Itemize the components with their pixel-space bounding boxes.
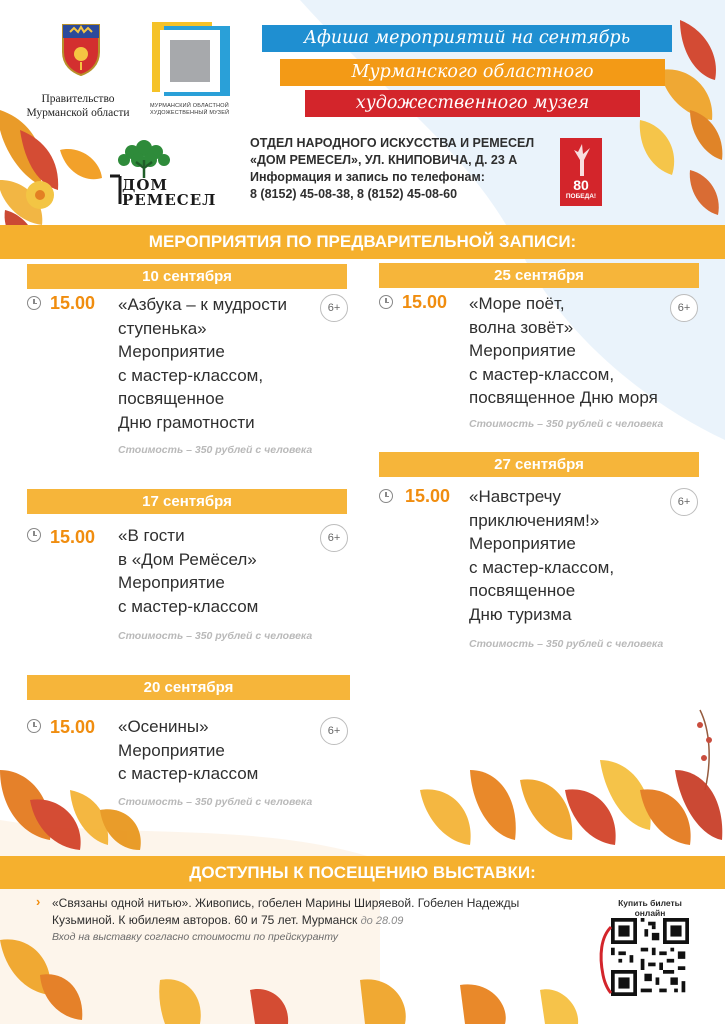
exhibitions-section-title: ДОСТУПНЫ К ПОСЕЩЕНИЮ ВЫСТАВКИ:	[0, 856, 725, 889]
qr-bracket-icon	[597, 925, 613, 995]
event-price: Стоимость – 350 рублей с человека	[469, 638, 664, 650]
museum-name-line1: МУРМАНСКИЙ ОБЛАСТНОЙ	[150, 103, 229, 109]
event-line: с мастер-классом,	[469, 557, 615, 577]
event-time: 15.00	[405, 486, 451, 506]
event-price: Стоимость – 350 рублей с человека	[118, 796, 313, 808]
dom-remesel-frame-icon	[108, 174, 122, 206]
event-line: Дню грамотности	[118, 412, 255, 432]
exhibition-description	[52, 895, 592, 930]
event-line: «Навстречу	[469, 487, 562, 506]
event-line: с мастер-классом	[118, 764, 259, 783]
event-time: 15.00	[50, 527, 96, 547]
clock-icon	[27, 719, 41, 733]
victory-80-logo	[560, 138, 602, 206]
event-line: «Осенины»	[118, 717, 209, 736]
exhibition-line1: «Связаны одной нитью». Живопись, гобелен Марины Ширяевой. Гобелен Надежды	[52, 896, 520, 910]
event-line: Мероприятие	[118, 573, 225, 592]
buy-tickets-line1: Купить билеты	[618, 898, 682, 908]
age-rating-badge: 6+	[320, 524, 348, 552]
event-line: Мероприятие	[469, 341, 576, 360]
event-line: «Море поёт,	[469, 294, 565, 313]
event-price: Стоимость – 350 рублей с человека	[469, 418, 664, 430]
event-price: Стоимость – 350 рублей с человека	[118, 444, 313, 456]
event-date-20: 20 сентября	[27, 675, 350, 700]
event-time: 15.00	[402, 292, 448, 312]
event-time: 15.00	[50, 717, 96, 737]
event-line: посвященное Дню моря	[469, 388, 658, 407]
government-name-line1: Правительство	[41, 93, 115, 105]
event-description	[118, 715, 258, 786]
event-line: Мероприятие	[469, 534, 576, 553]
qr-code[interactable]	[611, 918, 689, 996]
event-line: с мастер-классом,	[118, 365, 264, 385]
museum-logo	[150, 20, 236, 100]
event-line: Мероприятие	[118, 740, 225, 760]
exhibition-note: Вход на выставку согласно стоимости по прейскуранту	[52, 931, 338, 943]
dom-remesel-tree-icon	[112, 138, 176, 178]
clock-icon	[379, 295, 393, 309]
dept-phones: 8 (8152) 45-08-38, 8 (8152) 45-08-60	[250, 187, 458, 201]
exhibition-line2-text: Кузьминой. К юбилеям авторов. 60 и 75 лет. Мурманск	[52, 913, 358, 927]
event-line: «Азбука – к мудрости	[118, 295, 288, 314]
victory-monument-icon	[568, 142, 594, 176]
dom-word: ДОМ	[122, 176, 169, 194]
government-name	[18, 92, 138, 120]
clock-icon	[27, 528, 41, 542]
event-line: приключениям!»	[469, 510, 600, 530]
museum-name-line2: ХУДОЖЕСТВЕННЫЙ МУЗЕЙ	[150, 110, 230, 116]
event-line: с мастер-классом,	[469, 364, 615, 384]
government-name-line2: Мурманской области	[26, 107, 130, 119]
event-line: посвященное	[118, 389, 225, 408]
museum-name	[150, 103, 245, 117]
dept-line2: «ДОМ РЕМЕСЕЛ», УЛ. КНИПОВИЧА, Д. 23 А	[250, 153, 518, 167]
region-emblem	[60, 22, 102, 77]
age-rating-badge: 6+	[320, 294, 348, 322]
title-ribbon-2: Мурманского областного	[280, 59, 665, 86]
dom-remesel-wordmark	[112, 176, 217, 209]
event-line: посвященное	[469, 581, 576, 600]
event-line: Мероприятие	[118, 342, 225, 361]
event-price: Стоимость – 350 рублей с человека	[118, 630, 313, 642]
event-description	[469, 292, 658, 410]
remesel-word: РЕМЕСЕЛ	[122, 191, 217, 209]
events-section-title: МЕРОПРИЯТИЯ ПО ПРЕДВАРИТЕЛЬНОЙ ЗАПИСИ:	[0, 225, 725, 259]
exhibition-until: до 28.09	[360, 915, 404, 927]
buy-tickets-label[interactable]	[604, 898, 696, 918]
department-info	[250, 135, 534, 203]
event-date-17: 17 сентября	[27, 489, 347, 514]
event-description	[118, 524, 258, 618]
event-line: с мастер-классом	[118, 596, 259, 616]
buy-tickets-line2: онлайн	[634, 908, 666, 918]
age-rating-badge: 6+	[670, 294, 698, 322]
clock-icon	[379, 489, 393, 503]
event-description	[469, 485, 614, 626]
age-rating-badge: 6+	[320, 717, 348, 745]
event-date-10: 10 сентября	[27, 264, 347, 289]
victory-word: ПОБЕДА!	[565, 193, 597, 200]
dept-line1: ОТДЕЛ НАРОДНОГО ИСКУССТВА И РЕМЕСЕЛ	[250, 136, 535, 150]
event-line: волна зовёт»	[469, 317, 574, 337]
title-ribbon-3: художественного музея	[305, 90, 640, 117]
event-description	[118, 293, 287, 434]
age-rating-badge: 6+	[670, 488, 698, 516]
victory-number: 80	[573, 177, 589, 193]
event-line: «В гости	[118, 526, 185, 545]
event-date-25: 25 сентября	[379, 263, 699, 288]
exhibition-line2	[52, 912, 592, 930]
dept-line3: Информация и запись по телефонам:	[250, 170, 485, 184]
event-line: в «Дом Ремёсел»	[118, 549, 257, 569]
event-date-27: 27 сентября	[379, 452, 699, 477]
event-line: Дню туризма	[469, 604, 572, 624]
event-line: ступенька»	[118, 318, 207, 338]
bullet-arrow-icon: ›	[36, 894, 41, 909]
title-ribbon-1: Афиша мероприятий на сентябрь	[262, 25, 672, 52]
event-time: 15.00	[50, 293, 96, 313]
clock-icon	[27, 296, 41, 310]
